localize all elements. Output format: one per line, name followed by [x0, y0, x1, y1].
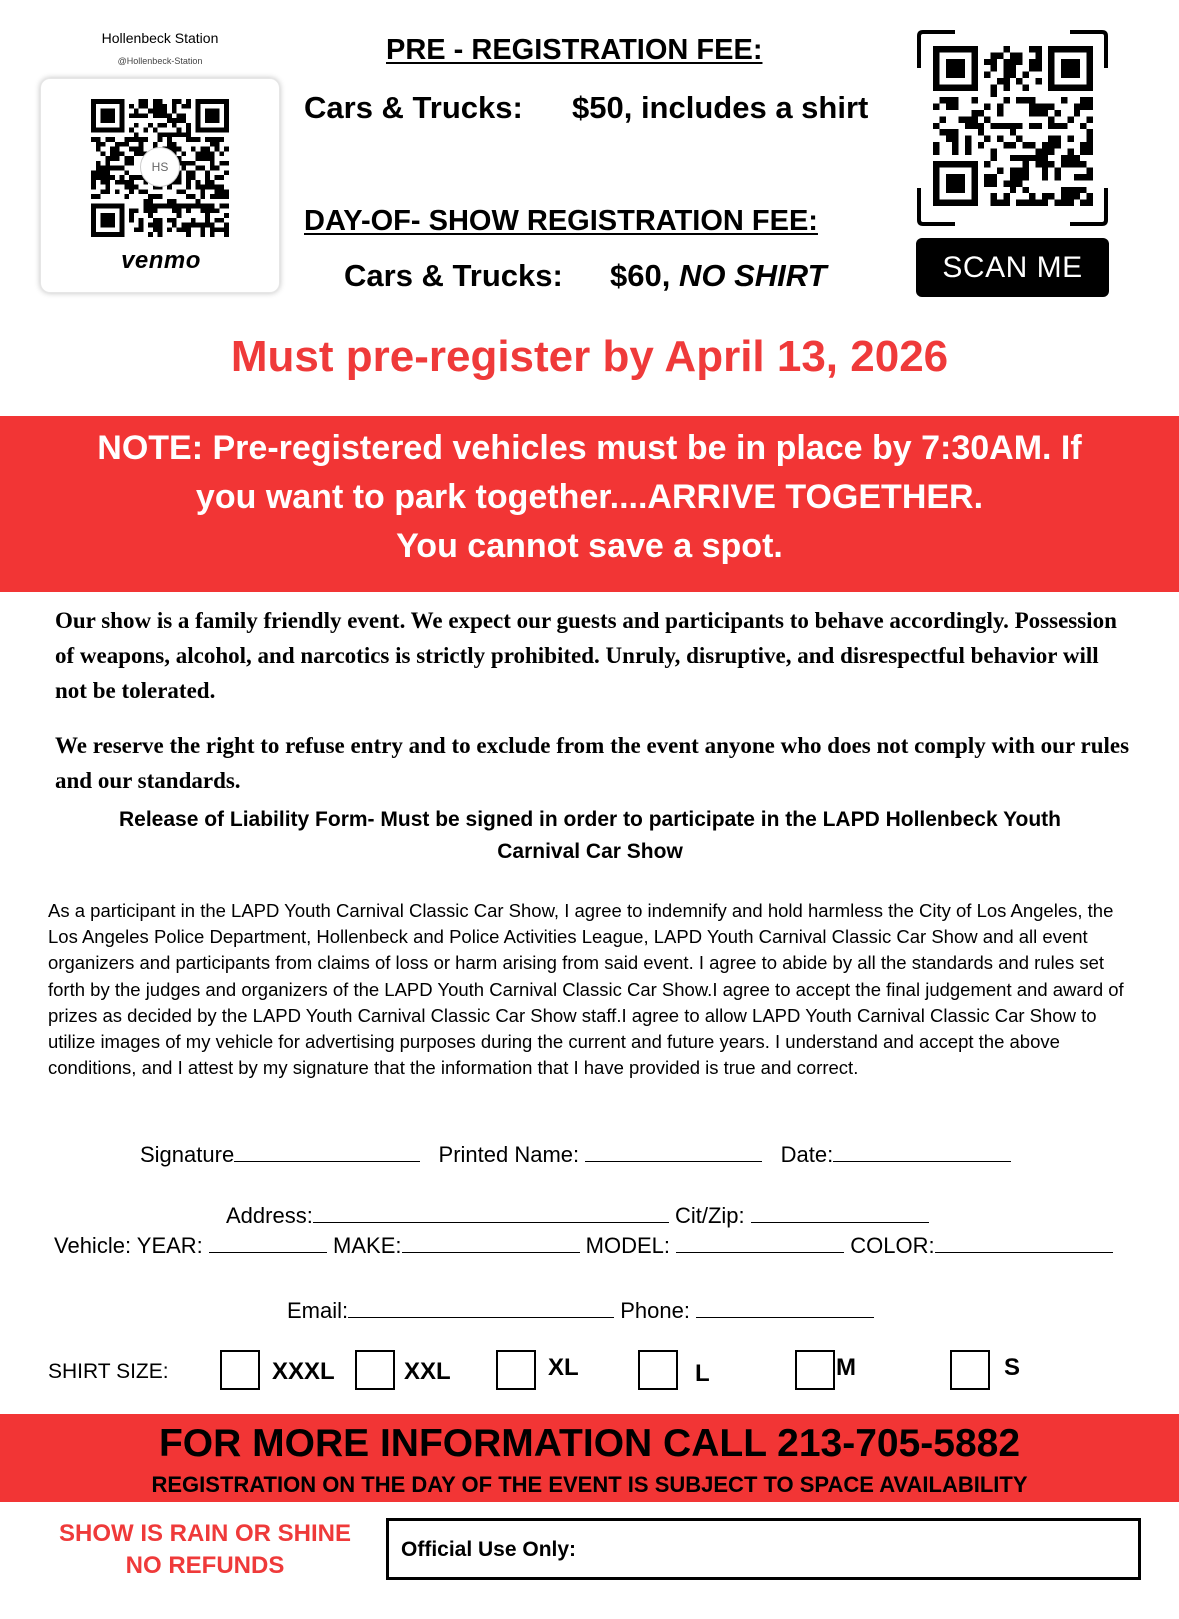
printed-name-field[interactable] — [585, 1144, 762, 1162]
rain-or-shine-notice — [40, 1518, 370, 1582]
note-line-1: NOTE: Pre-registered vehicles must be in place by 7:30AM. If — [97, 429, 1082, 467]
shirt-s-label: S — [1004, 1354, 1021, 1381]
venmo-handle: @Hollenbeck-Station — [117, 56, 203, 66]
signature-label: Signature — [140, 1142, 235, 1167]
shirt-size-label: SHIRT SIZE: — [48, 1360, 169, 1383]
no-refunds-line: NO REFUNDS — [125, 1552, 285, 1579]
color-field[interactable] — [935, 1235, 1113, 1253]
liability-statement: As a participant in the LAPD Youth Carnival Classic Car Show, I agree to indemnify and hold harmless the City of Los Angeles, the Los Angeles Police Department, Hollenbeck and Police Activities League, LAPD Youth Carnival Classic Car Show and all event organizers and participants from claims of loss or harm arising from said event. I agree to abide by all the standards and rules set forth by the judges and organizers of the LAPD Youth Carnival Classic Car Show.I agree to accept the final judgement and award of prizes as decided by the LAPD Youth Carnival Classic Car Show staff.I agree to allow LAPD Youth Carnival Classic Car Show to utilize images of my vehicle for advertising purposes during the current and future years. I understand and accept the above conditions, and I attest by my signature that the information that I have provided is true and correct. — [48, 900, 1124, 1079]
address-row — [226, 1203, 929, 1229]
shirt-m-checkbox[interactable] — [795, 1350, 835, 1390]
contact-row — [287, 1298, 874, 1324]
day-of-show-amount: $60, — [610, 258, 671, 293]
shirt-xxxl-checkbox[interactable] — [220, 1350, 260, 1390]
rain-or-shine-line: SHOW IS RAIN OR SHINE — [58, 1520, 352, 1547]
day-of-show-price — [610, 258, 827, 294]
shirt-xl-checkbox[interactable] — [496, 1350, 536, 1390]
no-shirt-note: NO SHIRT — [678, 258, 827, 293]
release-title-line-2: Carnival Car Show — [497, 840, 683, 863]
conduct-rules-paragraph: Our show is a family friendly event. We expect our guests and participants to behave accordingly. Possession of weapons, alcohol, and narcotics is strictly prohibited. Unruly, disruptive, and disrespectful behavior will not be tolerated. — [55, 608, 1117, 703]
city-zip-field[interactable] — [751, 1205, 929, 1223]
signature-field[interactable] — [234, 1144, 420, 1162]
shirt-xxl-label: XXL — [404, 1358, 451, 1385]
venmo-avatar-badge: HS — [140, 147, 180, 187]
make-label: MAKE: — [333, 1233, 402, 1258]
note-line-2: you want to park together....ARRIVE TOGETHER. — [195, 478, 984, 516]
phone-field[interactable] — [696, 1300, 874, 1318]
shirt-m-label: M — [836, 1354, 856, 1381]
release-title-line-1: Release of Liability Form- Must be signed in order to participate in the LAPD Hollenbeck Youth — [118, 808, 1062, 831]
email-label: Email: — [287, 1298, 349, 1323]
color-label: COLOR: — [850, 1233, 935, 1258]
entry-rights-paragraph: We reserve the right to refuse entry and to exclude from the event anyone who does not comply with our rules and our standards. — [55, 733, 1130, 793]
address-label: Address: — [226, 1203, 313, 1228]
day-of-show-vehicle-type: Cars & Trucks: — [344, 258, 563, 293]
venmo-card — [40, 78, 280, 293]
shirt-xxl-checkbox[interactable] — [355, 1350, 395, 1390]
official-use-label: Official Use Only: — [401, 1538, 577, 1561]
space-availability-note: REGISTRATION ON THE DAY OF THE EVENT IS SUBJECT TO SPACE AVAILABILITY — [151, 1472, 1028, 1497]
day-of-show-fee-heading: DAY-OF- SHOW REGISTRATION FEE: — [304, 205, 818, 237]
release-form-title — [40, 804, 1140, 868]
address-field[interactable] — [313, 1205, 669, 1223]
date-field[interactable] — [833, 1144, 1011, 1162]
model-field[interactable] — [676, 1235, 844, 1253]
shirt-xxxl-label: XXXL — [272, 1358, 335, 1385]
city-zip-label: Cit/Zip: — [674, 1203, 745, 1228]
make-field[interactable] — [402, 1235, 580, 1253]
vehicle-row — [54, 1233, 1113, 1259]
scan-me-qr-code-icon[interactable] — [933, 46, 1093, 206]
official-use-box[interactable] — [386, 1518, 1141, 1580]
signature-row — [140, 1142, 1011, 1168]
preregister-deadline: Must pre-register by April 13, 2026 — [230, 332, 949, 381]
shirt-l-checkbox[interactable] — [638, 1350, 678, 1390]
phone-label: Phone: — [620, 1298, 690, 1323]
vehicle-year-label: Vehicle: YEAR: — [54, 1233, 203, 1258]
venmo-logo: venmo — [121, 247, 201, 274]
info-phone-line: FOR MORE INFORMATION CALL 213-705-5882 — [158, 1422, 1021, 1465]
pre-registration-price: $50, includes a shirt — [572, 90, 869, 125]
model-label: MODEL: — [585, 1233, 670, 1258]
printed-name-label: Printed Name: — [438, 1142, 580, 1167]
email-field[interactable] — [348, 1300, 614, 1318]
shirt-s-checkbox[interactable] — [950, 1350, 990, 1390]
venmo-account-name: Hollenbeck Station — [101, 30, 219, 46]
note-line-3: You cannot save a spot. — [396, 527, 783, 565]
note-text — [30, 424, 1149, 571]
scan-me-qr-frame — [915, 28, 1110, 228]
date-label: Date: — [780, 1142, 834, 1167]
shirt-xl-label: XL — [548, 1354, 579, 1381]
scan-me-button[interactable]: SCAN ME — [916, 238, 1109, 297]
vehicle-year-field[interactable] — [209, 1235, 327, 1253]
pre-registration-vehicle-type: Cars & Trucks: — [304, 90, 523, 125]
pre-registration-fee-heading: PRE - REGISTRATION FEE: — [386, 34, 763, 66]
shirt-l-label: L — [695, 1360, 710, 1387]
